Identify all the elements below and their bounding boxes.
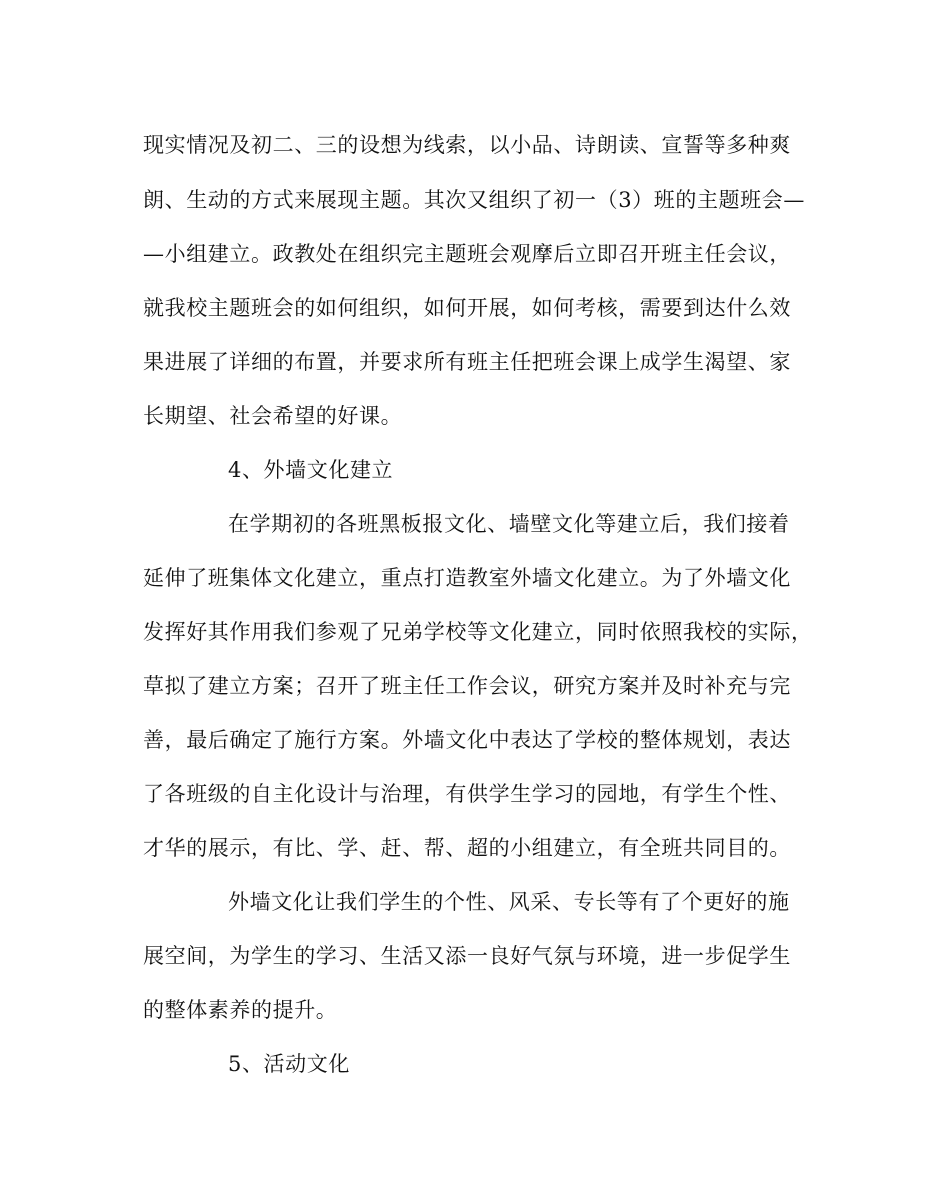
paragraph-line: 就我校主题班会的如何组织，如何开展，如何考核，需要到达什么效 [143,296,791,320]
paragraph-line: 展空间，为学生的学习、生活又添一良好气氛与环境，进一步促学生 [143,944,791,968]
paragraph-line: 朗、生动的方式来展现主题。其次又组织了初一（3）班的主题班会— [143,188,805,212]
paragraph-line: 现实情况及初二、三的设想为线索，以小品、诗朗读、宣誓等多种爽 [143,133,791,157]
paragraph-line: 发挥好其作用我们参观了兄弟学校等文化建立，同时依照我校的实际， [143,620,813,644]
paragraph-line: 了各班级的自主化设计与治理，有供学生学习的园地，有学生个性、 [143,782,791,806]
paragraph-line: —小组建立。政教处在组织完主题班会观摩后立即召开班主任会议， [143,242,791,266]
paragraph-line: 长期望、社会希望的好课。 [143,404,403,428]
paragraph-line: 才华的展示，有比、学、赶、帮、超的小组建立，有全班共同目的。 [143,836,791,860]
paragraph-line: 延伸了班集体文化建立，重点打造教室外墙文化建立。为了外墙文化 [143,566,791,590]
paragraph-line: 外墙文化让我们学生的个性、风采、专长等有了个更好的施 [228,890,790,914]
section-heading: 4、外墙文化建立 [228,458,394,482]
paragraph-line: 在学期初的各班黑板报文化、墙壁文化等建立后，我们接着 [228,512,790,536]
paragraph-line: 善，最后确定了施行方案。外墙文化中表达了学校的整体规划，表达 [143,728,791,752]
paragraph-line: 的整体素养的提升。 [143,998,338,1022]
paragraph-line: 果进展了详细的布置，并要求所有班主任把班会课上成学生渴望、家 [143,350,791,374]
section-heading: 5、活动文化 [228,1052,350,1076]
paragraph-line: 草拟了建立方案；召开了班主任工作会议，研究方案并及时补充与完 [143,674,791,698]
